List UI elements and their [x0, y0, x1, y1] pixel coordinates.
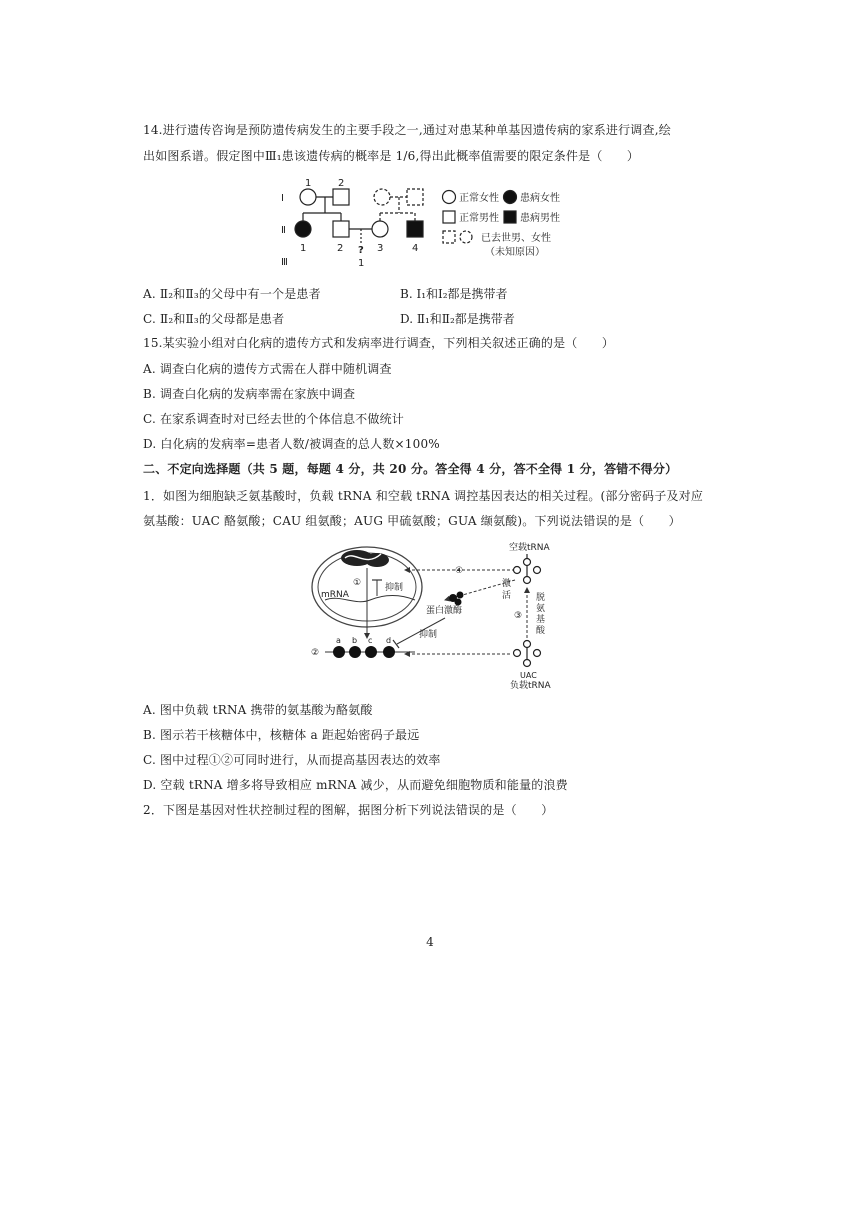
q15-option-b: B. 调查白化病的发病率需在家族中调查	[143, 387, 356, 401]
gen-label-iii: Ⅲ	[281, 257, 288, 268]
deceased-female	[374, 189, 390, 205]
label-process-2: ②	[311, 648, 320, 658]
label-ribosome-b: b	[352, 636, 358, 645]
legend-normal-male: 正常男性	[459, 213, 499, 224]
label-mrna: mRNA	[321, 590, 349, 600]
ribosome-d	[383, 646, 395, 658]
label-ribosome-a: a	[336, 636, 341, 645]
q14-option-a: A. Ⅱ₂和Ⅱ₃的父母中有一个是患者	[143, 287, 321, 301]
dna-icon	[341, 550, 389, 567]
q1-option-c: C. 图中过程①②可同时进行，从而提高基因表达的效率	[143, 753, 441, 767]
ii3-normal-female	[372, 221, 388, 237]
ribosome-c	[365, 646, 377, 658]
label-activate-1: 激	[502, 579, 512, 589]
q14-option-c: C. Ⅱ₂和Ⅱ₃的父母都是患者	[143, 312, 285, 326]
label-process-4: ④	[455, 566, 464, 576]
legend-affected-female-icon	[504, 191, 517, 204]
label-empty-trna: 空载tRNA	[509, 543, 550, 553]
legend-affected-male-icon	[504, 211, 516, 223]
q15-stem: 15.某实验小组对白化病的遗传方式和发病率进行调查，下列相关叙述正确的是（ ）	[143, 336, 615, 350]
q1-option-a: A. 图中负载 tRNA 携带的氨基酸为酪氨酸	[143, 703, 373, 717]
legend-normal-female-icon	[443, 191, 456, 204]
q1-option-b: B. 图示若干核糖体中，核糖体 a 距起始密码子最远	[143, 728, 420, 742]
legend-deceased-female-icon	[460, 231, 472, 243]
q2-stem: 2．下图是基因对性状控制过程的图解，据图分析下列说法错误的是（ ）	[143, 803, 554, 817]
q15-option-c: C. 在家系调查时对已经去世的个体信息不做统计	[143, 412, 404, 426]
gen-label-ii: Ⅱ	[281, 225, 286, 236]
loaded-trna-icon	[514, 640, 541, 667]
label-deam-2: 氨	[536, 604, 546, 614]
label-ii4: 4	[412, 243, 419, 254]
q15-option-a: A. 调查白化病的遗传方式需在人群中随机调查	[143, 362, 392, 376]
label-protein-kinase: 蛋白激酶	[426, 606, 463, 616]
ii1-affected-female	[295, 221, 311, 237]
q1-stem-line1: 1．如图为细胞缺乏氨基酸时，负载 tRNA 和空载 tRNA 调控基因表达的相关过程。(部分密码子及对应	[143, 489, 704, 503]
legend-deceased-note: （未知原因）	[485, 247, 545, 258]
deceased-male	[407, 189, 423, 205]
q14-option-b: B. Ⅰ₁和Ⅰ₂都是携带者	[400, 287, 508, 301]
label-i1: 1	[305, 178, 312, 189]
gen-label-i: Ⅰ	[281, 193, 284, 204]
ribosome-b	[349, 646, 361, 658]
page-number: 4	[426, 935, 434, 949]
label-inhibit-2: 抑制	[419, 630, 438, 640]
label-activate-2: 活	[502, 591, 512, 601]
legend-affected-female: 患病女性	[520, 193, 560, 204]
q14-option-d: D. Ⅱ₁和Ⅱ₂都是携带者	[400, 312, 515, 326]
label-loaded-trna: 负载tRNA	[510, 681, 551, 691]
label-process-1: ①	[353, 578, 362, 588]
q14-stem-line2: 出如图系谱。假定图中Ⅲ₁患该遗传病的概率是 1/6,得出此概率值需要的限定条件是（ ）	[143, 149, 640, 163]
label-process-3: ③	[514, 611, 523, 621]
label-ribosome-c: c	[368, 636, 373, 645]
q14-stem-line1: 14.进行遗传咨询是预防遗传病发生的主要手段之一,通过对患某种单基因遗传病的家系进行调查,绘	[143, 123, 671, 137]
label-ii1: 1	[300, 243, 307, 254]
ribosome-a	[333, 646, 345, 658]
legend-normal-male-icon	[443, 211, 455, 223]
pedigree-figure	[275, 175, 595, 270]
i2-normal-male	[333, 189, 349, 205]
label-ii3: 3	[377, 243, 384, 254]
protein-kinase-icon	[449, 592, 464, 606]
ii2-normal-male	[333, 221, 349, 237]
i1-normal-female	[300, 189, 316, 205]
label-inhibit-1: 抑制	[385, 583, 404, 593]
legend-normal-female: 正常女性	[459, 193, 499, 204]
empty-trna-icon	[514, 554, 541, 584]
label-i2: 2	[338, 178, 345, 189]
legend-deceased: 已去世男、女性	[481, 233, 551, 244]
q1-stem-line2: 氨基酸：UAC 酪氨酸；CAU 组氨酸；AUG 甲硫氨酸；GUA 缬氨酸)。下列说法错误的是（ ）	[143, 514, 681, 528]
label-iii1-question: ?	[358, 245, 364, 256]
ii4-affected-male	[407, 221, 423, 237]
label-deam-3: 基	[536, 615, 546, 625]
label-deam-1: 脱	[536, 593, 546, 603]
q1-option-d: D. 空载 tRNA 增多将导致相应 mRNA 减少，从而避免细胞物质和能量的浪费	[143, 778, 568, 792]
legend-deceased-male-icon	[443, 231, 455, 243]
q15-option-d: D. 白化病的发病率=患者人数/被调查的总人数×100%	[143, 437, 440, 451]
label-iii1: 1	[358, 258, 365, 269]
label-ii2: 2	[337, 243, 344, 254]
label-deam-4: 酸	[536, 626, 546, 636]
legend-affected-male: 患病男性	[520, 213, 560, 224]
gene-expression-figure	[305, 540, 575, 692]
label-ribosome-d: d	[386, 636, 392, 645]
section2-heading: 二、不定向选择题（共 5 题，每题 4 分，共 20 分。答全得 4 分，答不全得 1 分，答错不得分）	[143, 462, 678, 476]
label-uac: UAC	[520, 671, 537, 680]
